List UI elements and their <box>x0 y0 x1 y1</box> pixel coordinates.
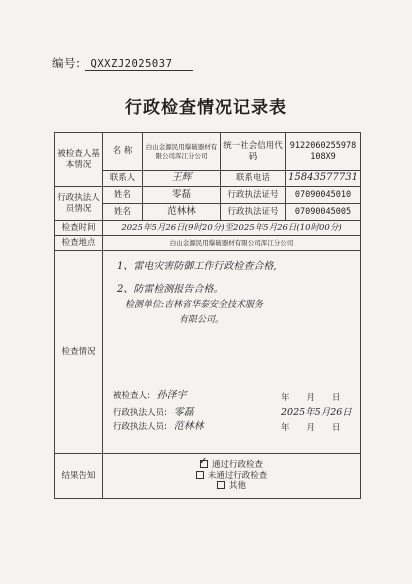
officer-name-value: 范林林 <box>143 204 221 221</box>
result-options <box>103 454 361 499</box>
officer-signature-row <box>113 421 204 434</box>
officer-cert-value: 07090045005 <box>286 204 361 221</box>
contact-label: 联系人 <box>103 171 143 187</box>
inspection-time-label: 检查时间 <box>55 221 103 236</box>
officer-cert-label: 行政执法证号 <box>221 187 286 204</box>
officers-group-label: 行政执法人员情况 <box>55 187 103 221</box>
finding-line: 2、防雷检测报告合格。 <box>117 284 224 295</box>
date-row: 2025年5月26日 <box>281 407 352 418</box>
result-option[interactable] <box>105 456 358 471</box>
phone-label: 联系电话 <box>221 171 286 187</box>
inspection-time-value: 2025年5月26日(9时20分)至2025年5月26日(10时00分) <box>103 221 361 236</box>
subject-group-label: 被检查人基本情况 <box>55 133 103 187</box>
inspection-record-table <box>54 132 361 499</box>
result-option[interactable] <box>105 471 358 482</box>
result-option-label: 未通过行政检查 <box>207 470 268 481</box>
checkbox-icon[interactable] <box>198 456 208 468</box>
officer-name-label: 姓名 <box>103 187 143 204</box>
checkbox-icon[interactable] <box>217 481 225 489</box>
document-number <box>52 55 193 71</box>
finding-line: 1、雷电灾害防御工作行政检查合格, <box>117 261 277 272</box>
findings-area <box>103 251 360 453</box>
page-title: 行政检查情况记录表 <box>125 98 287 118</box>
finding-line: 有限公司。 <box>179 315 225 325</box>
checkbox-icon[interactable] <box>196 471 204 479</box>
date-row: 年 月 日 <box>281 393 341 403</box>
inspected-label: 被检查人: <box>113 391 150 401</box>
date-row: 年 月 日 <box>281 423 341 433</box>
contact-value: 王辉 <box>143 171 221 187</box>
inspection-location-label: 检查地点 <box>55 236 103 251</box>
findings-label: 检查情况 <box>55 251 103 454</box>
result-option[interactable] <box>105 481 358 492</box>
officer-signature-row <box>113 407 194 420</box>
officer-signature: 零磊 <box>173 407 194 418</box>
phone-value: 15843577731 <box>286 171 361 187</box>
checkmark-icon: ✓ <box>198 456 208 468</box>
subject-name-label: 名 称 <box>103 133 143 171</box>
officer-cert-label: 行政执法证号 <box>221 204 286 221</box>
result-label: 结果告知 <box>55 454 103 499</box>
result-option-label: 通过行政检查 <box>211 460 263 471</box>
document-number-value: QXXZJ2025037 <box>85 58 193 71</box>
inspection-location-value: 白山金源民用爆破器材有限公司浑江分公司 <box>103 236 361 251</box>
inspected-signature: 孙泽宇 <box>156 390 187 401</box>
officer-signature: 范林林 <box>173 421 204 432</box>
credit-code-value: 9122060255978108X9 <box>286 133 361 171</box>
inspected-signature-row <box>113 390 187 403</box>
credit-code-label: 统一社会信用代码 <box>221 133 286 171</box>
result-option-label: 其他 <box>228 481 246 492</box>
finding-line: 检测单位:吉林省华泰安全技术服务 <box>125 300 264 310</box>
subject-name-value: 白山金源民用爆破器材有限公司浑江分公司 <box>143 133 221 171</box>
officer-cert-value: 07090045010 <box>286 187 361 204</box>
officer-name-label: 姓名 <box>103 204 143 221</box>
officer-label: 行政执法人员: <box>113 422 167 432</box>
officer-label: 行政执法人员: <box>113 408 167 418</box>
officer-name-value: 零磊 <box>143 187 221 204</box>
document-number-label: 编号: <box>52 56 81 70</box>
